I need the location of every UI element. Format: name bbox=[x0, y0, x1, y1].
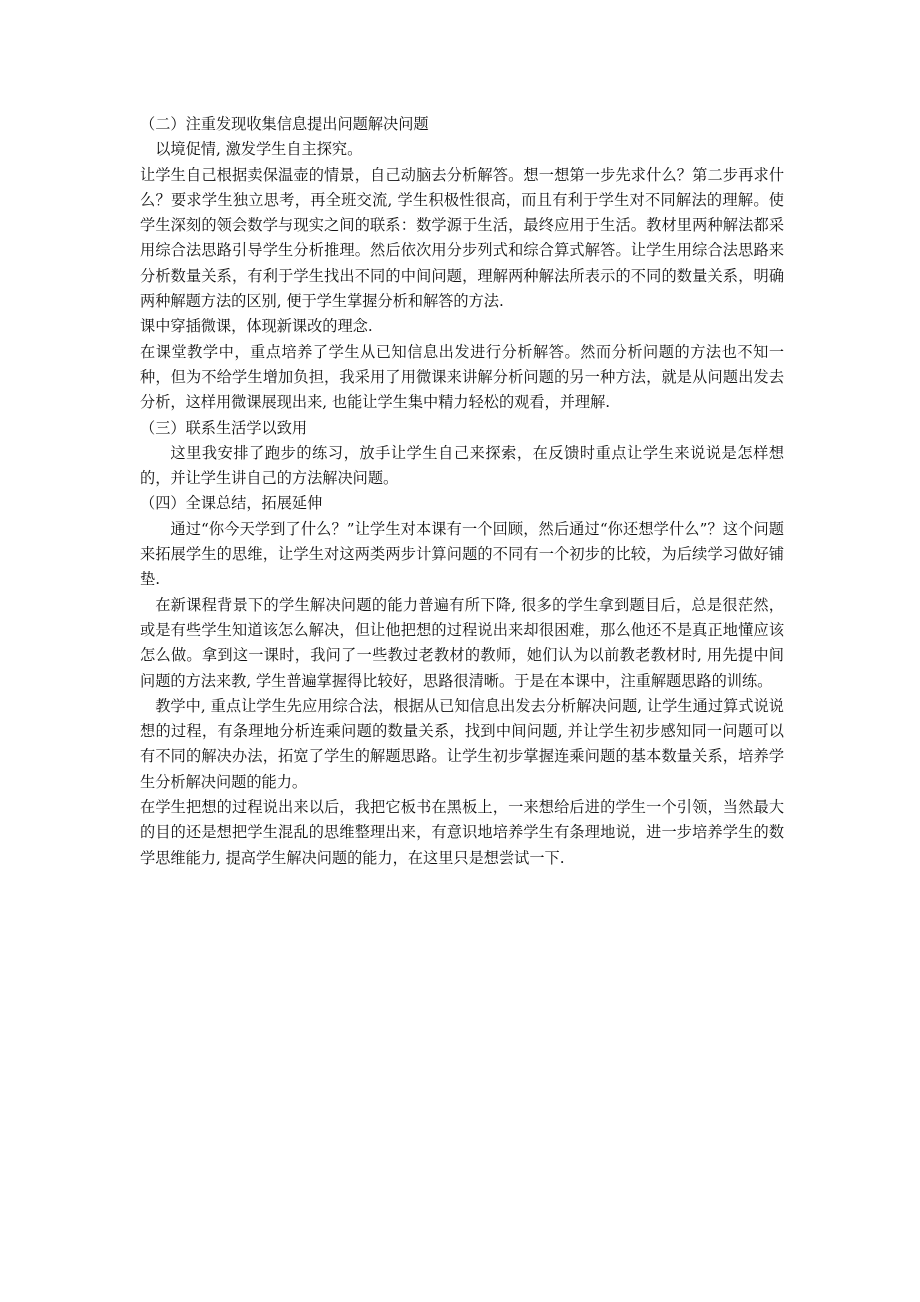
section-heading-3: （三）联系生活学以致用 bbox=[140, 418, 308, 437]
paragraph: 通过“你今天学到了什么？”让学生对本课有一个回顾，然后通过“你还想学什么”？这个问题来拓展学生的思维，让学生对这两类两步计算问题的不同有一个初步的比较，为后续学习做好铺垫. bbox=[140, 519, 784, 589]
paragraph: 在新课程背景下的学生解决问题的能力普遍有所下降, 很多的学生拿到题目后，总是很茫然，或是有些学生知道该怎么解决，但让他把想的过程说出来却很困难，那么他还不是真正地懂应该怎么做。拿到这一课时，我问了一些教过老教材的教师，她们认为以前教老教材时, 用先提中间问题的方法来教, 学生普遍掌握得比较好，思路很清晰。于是在本课中，注重解题思路的训练。 bbox=[140, 595, 784, 690]
paragraph: 教学中, 重点让学生先应用综合法，根据从已知信息出发去分析解决问题, 让学生通过算式说说想的过程，有条理地分析连乘问题的数量关系，找到中间问题, 并让学生初步感知同一问题可以有不同的解决办法，拓宽了学生的解题思路。让学生初步掌握连乘问题的基本数量关系，培养学生分析解决问题的能力。 bbox=[140, 696, 784, 791]
paragraph: 这里我安排了跑步的练习，放手让学生自己来探索，在反馈时重点让学生来说说是怎样想的，并让学生讲自己的方法解决问题。 bbox=[140, 443, 784, 488]
paragraph: 课中穿插微课，体现新课改的理念. bbox=[140, 317, 373, 336]
section-heading-4: （四）全课总结，拓展延伸 bbox=[140, 494, 323, 513]
section-heading-2: （二）注重发现收集信息提出问题解决问题 bbox=[140, 115, 429, 133]
paragraph: 让学生自己根据卖保温壶的情景，自己动脑去分析解答。想一想第一步先求什么？第二步再求什么？要求学生独立思考，再全班交流, 学生积极性很高，而且有利于学生对不同解法的理解。使学生深刻的领会数学与现实之间的联系：数学源于生活，最终应用于生活。教材里两种解法都采用综合法思路引导学生分析推理。然后依次用分步列式和综合算式解答。让学生用综合法思路来分析数量关系，有利于学生找出不同的中间问题，理解两种解法所表示的不同的数量关系，明确两种解题方法的区别, 便于学生掌握分析和解答的方法. bbox=[140, 165, 784, 311]
document-body bbox=[140, 112, 784, 871]
paragraph: 在课堂教学中，重点培养了学生从已知信息出发进行分析解答。然而分析问题的方法也不知一种，但为不给学生增加负担，我采用了用微课来讲解分析问题的另一种方法，就是从问题出发去分析，这样用微课展现出来, 也能让学生集中精力轻松的观看，并理解. bbox=[140, 342, 784, 412]
paragraph: 在学生把想的过程说出来以后，我把它板书在黑板上，一来想给后进的学生一个引领，当然最大的目的还是想把学生混乱的思维整理出来，有意识地培养学生有条理地说，进一步培养学生的数学思维能力, 提高学生解决问题的能力，在这里只是想尝试一下. bbox=[140, 798, 784, 867]
paragraph: 以境促情, 激发学生自主探究。 bbox=[155, 140, 363, 159]
